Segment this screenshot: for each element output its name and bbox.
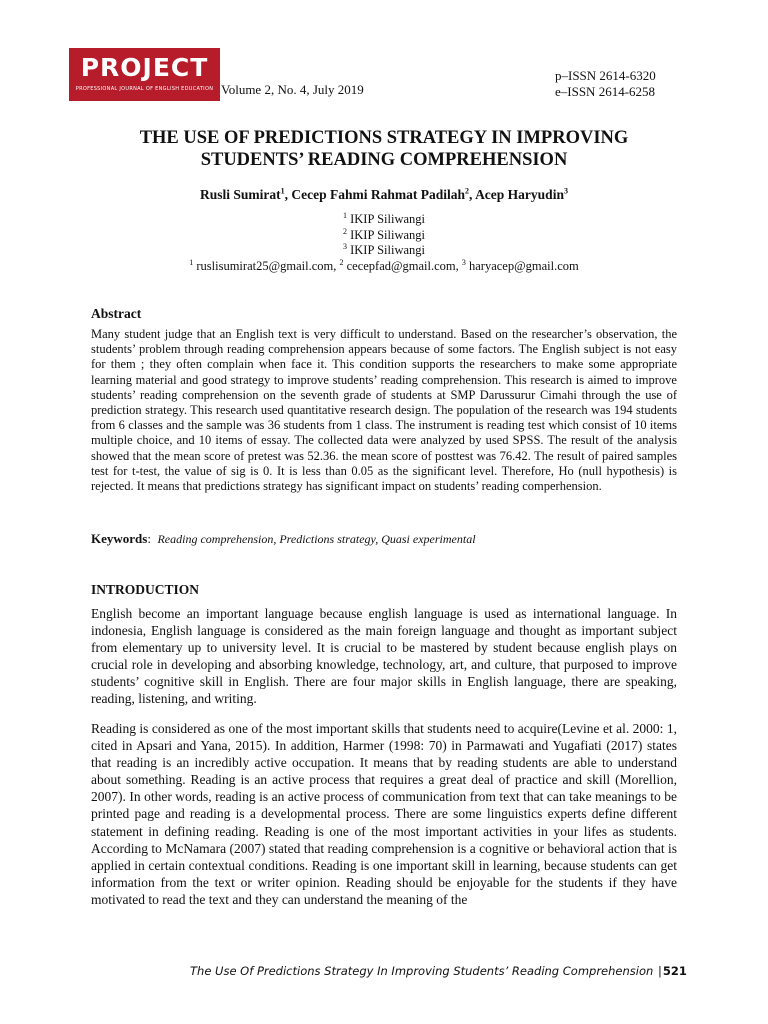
journal-logo <box>69 48 220 101</box>
p-issn: p–ISSN 2614-6320 <box>555 68 656 83</box>
affiliation-line <box>90 243 678 259</box>
affiliation-line <box>90 228 678 244</box>
abstract-heading: Abstract <box>91 306 142 321</box>
keywords-colon: : <box>147 531 151 546</box>
running-title: The Use Of Predictions Strategy In Improving Students’ Reading Comprehension <box>190 964 654 978</box>
author-name: Cecep Fahmi Rahmat Padilah <box>291 187 466 202</box>
affiliation-sup: 2 <box>342 226 347 236</box>
author-sup: 3 <box>563 186 568 196</box>
logo-wordmark: PROJECT <box>80 53 209 82</box>
author-name: Acep Haryudin <box>475 187 564 202</box>
introduction-heading: INTRODUCTION <box>91 582 200 597</box>
email-line <box>90 259 678 275</box>
logo-subtitle: PROFESSIONAL JOURNAL OF ENGLISH EDUCATION <box>75 86 214 92</box>
author-sup: 1 <box>280 186 285 196</box>
author-separator: , <box>284 187 292 202</box>
page-footer <box>190 964 687 978</box>
author-name: Rusli Sumirat <box>200 187 281 202</box>
introduction-paragraph: Reading is considered as one of the most important skills that students need to acquire(Levine et al. 2000: 1, cited in Apsari and Yana, 2015). In addition, Harmer (1998: 70) in Parmawati and Yugafiati (2017) states that reading is an incredibly active occupation. It means that by reading students are able to understand about something. Reading is an active process that requires a great deal of practice and skill (Morellion, 2007). In other words, reading is an active process of communication from text that can take meanings to be printed page and reading is a developmental process. There are some linguistics experts define different statement in defining reading. Reading is one of the most important activities in your lifes as students. According to McNamara (2007) stated that reading comprehension is a cognitive or behavioral action that is applied in certain contextual conditions. Reading is one important skill in learning, because students can get information from the text or writer opinion. Reading should be enjoyable for the students if they have motivated to read the text and they can understand the meaning of the <box>91 721 677 907</box>
affiliation-text: IKIP Siliwangi <box>350 243 425 257</box>
affiliation-text: IKIP Siliwangi <box>350 212 425 226</box>
affiliations <box>90 212 678 274</box>
email-text: cecepfad@gmail.com, <box>346 258 462 273</box>
title-line: STUDENTS’ READING COMPREHENSION <box>200 150 568 170</box>
affiliation-sup: 1 <box>342 210 347 220</box>
introduction-paragraph: English become an important language because english language is used as international language. In indonesia, English language is considered as the main foreign language and thought as important subject from elementary up to university level. It is crucial to be mastered by student because english plays on crucial role in developing and absorbing knowledge, technology, art, and culture, that purposed to improve students’ cognitive skill in English. There are four major skills in English language, there are speaking, reading, listening, and writing. <box>91 606 677 707</box>
affiliation-sup: 3 <box>342 241 347 251</box>
affiliation-line <box>90 212 678 228</box>
keywords <box>91 531 476 547</box>
keywords-label: Keywords <box>91 531 148 546</box>
abstract-text: Many student judge that an English text is very difficult to understand. Based on the researcher’s observation, the students’ problem through reading comprehension appears because of some factors. The English subject is not easy for them ; they often complain when face it. This condition supports the researchers to make some appropriate learning material and good strategy to improve students’ reading comprehension. This research is aimed to improve students’ reading comprehension on the seventh grade of students at SMP Darussurur Cimahi through the use of prediction strategy. This research used quantitative research design. The population of the research was 194 students from 6 classes and the sample was 36 students from 1 class. The instrument is reading test which consist of 10 items multiple choice, and 10 items of essay. The collected data were analyzed by used SPSS. The result of the analysis showed that the mean score of pretest was 52.36. the mean score of posttest was 76.42. The result of paired samples test for t-test, the value of sig is 0. It is less than 0.05 as the significant level. Therefore, Ho (null hypothesis) is rejected. It means that predictions strategy has significant impact on students’ reading comperhension. <box>91 327 677 494</box>
affiliation-text: IKIP Siliwangi <box>350 227 425 242</box>
email-text: haryacep@gmail.com <box>469 258 579 273</box>
email-sup: 3 <box>461 257 466 267</box>
author-separator: , <box>469 187 476 202</box>
issn-block <box>555 68 656 100</box>
author-list <box>90 187 678 203</box>
footer-separator: | <box>657 964 662 978</box>
keywords-text: Reading comprehension, Predictions strategy, Quasi experimental <box>157 532 476 546</box>
email-sup: 1 <box>189 257 194 267</box>
page-number: 521 <box>662 964 687 978</box>
e-issn: e–ISSN 2614-6258 <box>555 84 656 99</box>
email-text: ruslisumirat25@gmail.com, <box>196 258 340 273</box>
title-line: THE USE OF PREDICTIONS STRATEGY IN IMPROVING <box>139 128 629 148</box>
paper-title <box>90 127 678 171</box>
author-sup: 2 <box>465 186 470 196</box>
volume-info: Volume 2, No. 4, July 2019 <box>221 82 364 97</box>
email-sup: 2 <box>339 257 344 267</box>
